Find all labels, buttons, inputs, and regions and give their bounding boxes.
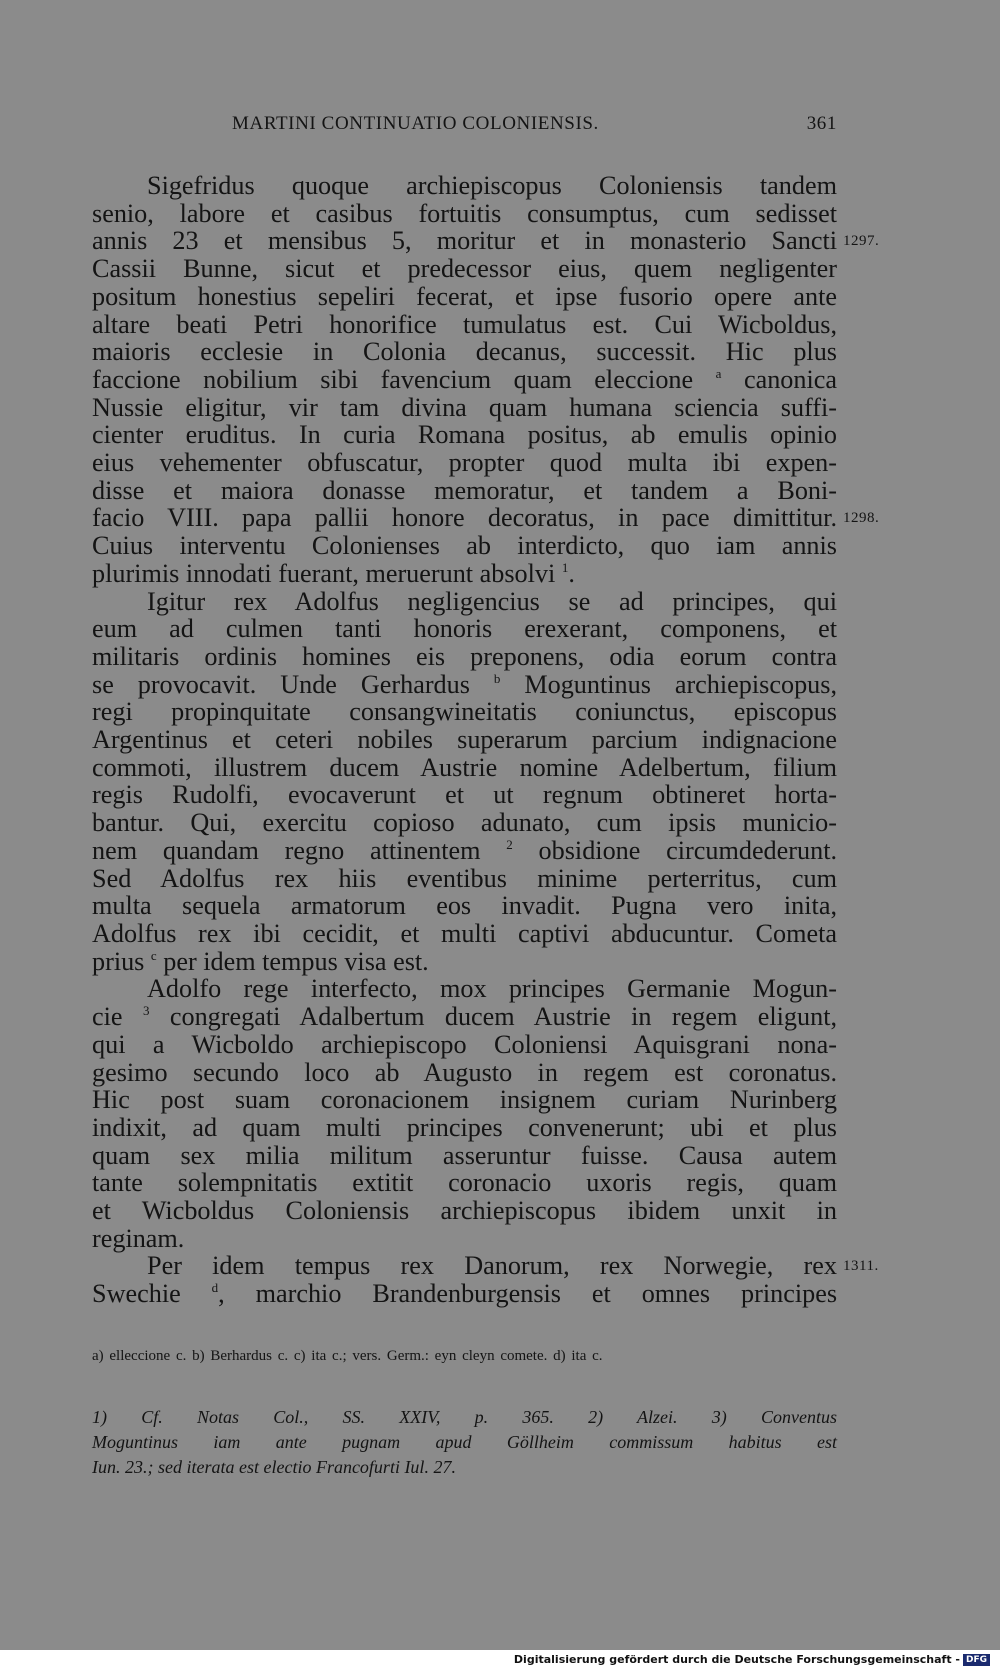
text-line: bantur. Qui, exercitu copioso adunato, cum ipsis municio- [92, 808, 837, 838]
text-line [92, 948, 837, 976]
text-fragment: cie [92, 1002, 123, 1032]
text-line: tante solempnitatis extitit coronacio uxoris regis, quam [92, 1168, 837, 1198]
text-fragment: plurimis innodati fuerant, meruerunt absolvi [92, 558, 556, 588]
text-line: Cassii Bunne, sicut et predecessor eius, quem negligenter [92, 254, 837, 284]
text-line: indixit, ad quam multi principes convenerunt; ubi et plus [92, 1112, 837, 1142]
text-line: gesimo secundo loco ab Augusto in regem est coronatus. [92, 1057, 837, 1087]
text-fragment: , marchio Brandenburgensis et omnes principes [218, 1279, 838, 1309]
text-line: reginam. [92, 1223, 185, 1253]
text-fragment: Swechie [92, 1279, 181, 1309]
text-fragment: Moguntinus archiepiscopus, [524, 669, 837, 699]
text-line: annis 23 et mensibus 5, moritur et in monasterio Sancti [92, 226, 837, 256]
text-line: eum ad culmen tanti honoris erexerant, componens, et [92, 614, 837, 644]
text-fragment: obsidione circumdederunt. [538, 835, 838, 865]
text-line: cienter eruditus. In curia Romana positus, ab emulis opinio [92, 420, 837, 450]
text-line: Sed Adolfus rex hiis eventibus minime perterritus, cum [92, 863, 837, 893]
text-line: et Wicboldus Coloniensis archiepiscopus ibidem unxit in [92, 1196, 837, 1226]
text-line [92, 837, 837, 865]
margin-year-note: 1298. [843, 510, 880, 526]
text-line: multa sequela armatorum eos invadit. Pugna vero inita, [92, 891, 837, 921]
text-line: disse et maiora donasse memoratur, et tandem a Boni- [92, 475, 837, 505]
text-fragment: . [568, 558, 575, 588]
text-line: Argentinus et ceteri nobiles superarum parcium indignacione [92, 725, 837, 755]
text-line [92, 671, 837, 699]
main-text [92, 172, 837, 1308]
footnote-marker: 1 [561, 559, 569, 575]
page-number: 361 [806, 113, 837, 134]
footnote-marker: d [211, 1280, 219, 1296]
text-line: Per idem tempus rex Danorum, rex Norwegie, rex [147, 1251, 837, 1281]
text-line: qui a Wicboldo archiepiscopo Coloniensi Aquisgrani nona- [92, 1029, 837, 1059]
footnotes [92, 1405, 837, 1480]
text-line: regis Rudolfi, evocaverunt et ut regnum obtineret horta- [92, 780, 837, 810]
funding-text: Digitalisierung gefördert durch die Deutsche Forschungsgemeinschaft - [513, 1653, 960, 1666]
text-line [92, 1280, 837, 1308]
text-line [92, 366, 837, 394]
paragraph-1 [92, 172, 837, 588]
funding-notice [514, 1653, 990, 1666]
text-line: maioris ecclesie in Colonia decanus, successit. Hic plus [92, 337, 837, 367]
critical-apparatus: a) elleccione c. b) Berhardus c. c) ita c.; vers. Germ.: eyn cleyn comete. d) ita c. [92, 1348, 603, 1364]
text-line: facio VIII. papa pallii honore decoratus, in pace dimittitur. [92, 503, 837, 533]
text-line: positum honestius sepeliri fecerat, et ipse fusorio opere ante [92, 281, 837, 311]
footnote-line: 1) Cf. Notas Col., SS. XXIV, p. 365. 2) Alzei. 3) Conventus [92, 1407, 837, 1427]
text-line: altare beati Petri honorifice tumulatus est. Cui Wicboldus, [92, 309, 837, 339]
text-fragment: per idem tempus visa est. [163, 946, 429, 976]
margin-year-note: 1311. [843, 1258, 879, 1274]
footnote-marker: b [493, 670, 501, 686]
footnote-line: Iun. 23.; sed iterata est electio Francofurti Iul. 27. [92, 1457, 456, 1477]
text-line: commoti, illustrem ducem Austrie nomine Adelbertum, filium [92, 752, 837, 782]
text-line: Adolfus rex ibi cecidit, et multi captivi abducuntur. Cometa [92, 918, 837, 948]
text-fragment: congregati Adalbertum ducem Austrie in regem eligunt, [169, 1002, 838, 1032]
running-title: MARTINI CONTINUATIO COLONIENSIS. [232, 113, 599, 134]
text-fragment: faccione nobilium sibi favencium quam eleccione [92, 364, 694, 394]
footnote-marker: 3 [142, 1003, 150, 1019]
text-line: Adolfo rege interfecto, mox principes Germanie Mogun- [147, 974, 837, 1004]
text-line: eius vehementer obfuscatur, propter quod multa ibi expen- [92, 448, 837, 478]
footnote-marker: 2 [506, 836, 513, 852]
text-line: regi propinquitate consangwineitatis coniunctus, episcopus [92, 697, 837, 727]
margin-year-note: 1297. [843, 233, 880, 249]
text-line: Nussie eligitur, vir tam divina quam humana sciencia suffi- [92, 392, 837, 422]
text-line [92, 1003, 837, 1031]
text-line: Cuius interventu Colonienses ab interdicto, quo iam annis [92, 531, 837, 561]
text-line [92, 560, 837, 588]
text-line: Hic post suam coronacionem insignem curiam Nurinberg [92, 1085, 837, 1115]
footnote-marker: c [150, 947, 157, 963]
text-fragment: nem quandam regno attinentem [92, 835, 481, 865]
text-line: Sigefridus quoque archiepiscopus Coloniensis tandem [147, 171, 837, 200]
text-fragment: prius [92, 946, 145, 976]
footnote-line: Moguntinus iam ante pugnam apud Göllheim commissum habitus est [92, 1432, 837, 1452]
text-line: militaris ordinis homines eis preponens, odia eorum contra [92, 641, 837, 671]
paragraph-2 [92, 588, 837, 976]
paragraph-3 [92, 975, 837, 1252]
text-line: quam sex milia militum asseruntur fuisse. Causa autem [92, 1140, 837, 1170]
text-fragment: se provocavit. Unde Gerhardus [92, 669, 470, 699]
text-line: senio, labore et casibus fortuitis consumptus, cum sedisset [92, 198, 837, 228]
text-line: Igitur rex Adolfus negligencius se ad principes, qui [147, 586, 837, 616]
dfg-logo: DFG [963, 1654, 990, 1666]
text-fragment: canonica [743, 364, 838, 394]
footnote-marker: a [715, 365, 722, 381]
paragraph-4 [92, 1252, 837, 1307]
